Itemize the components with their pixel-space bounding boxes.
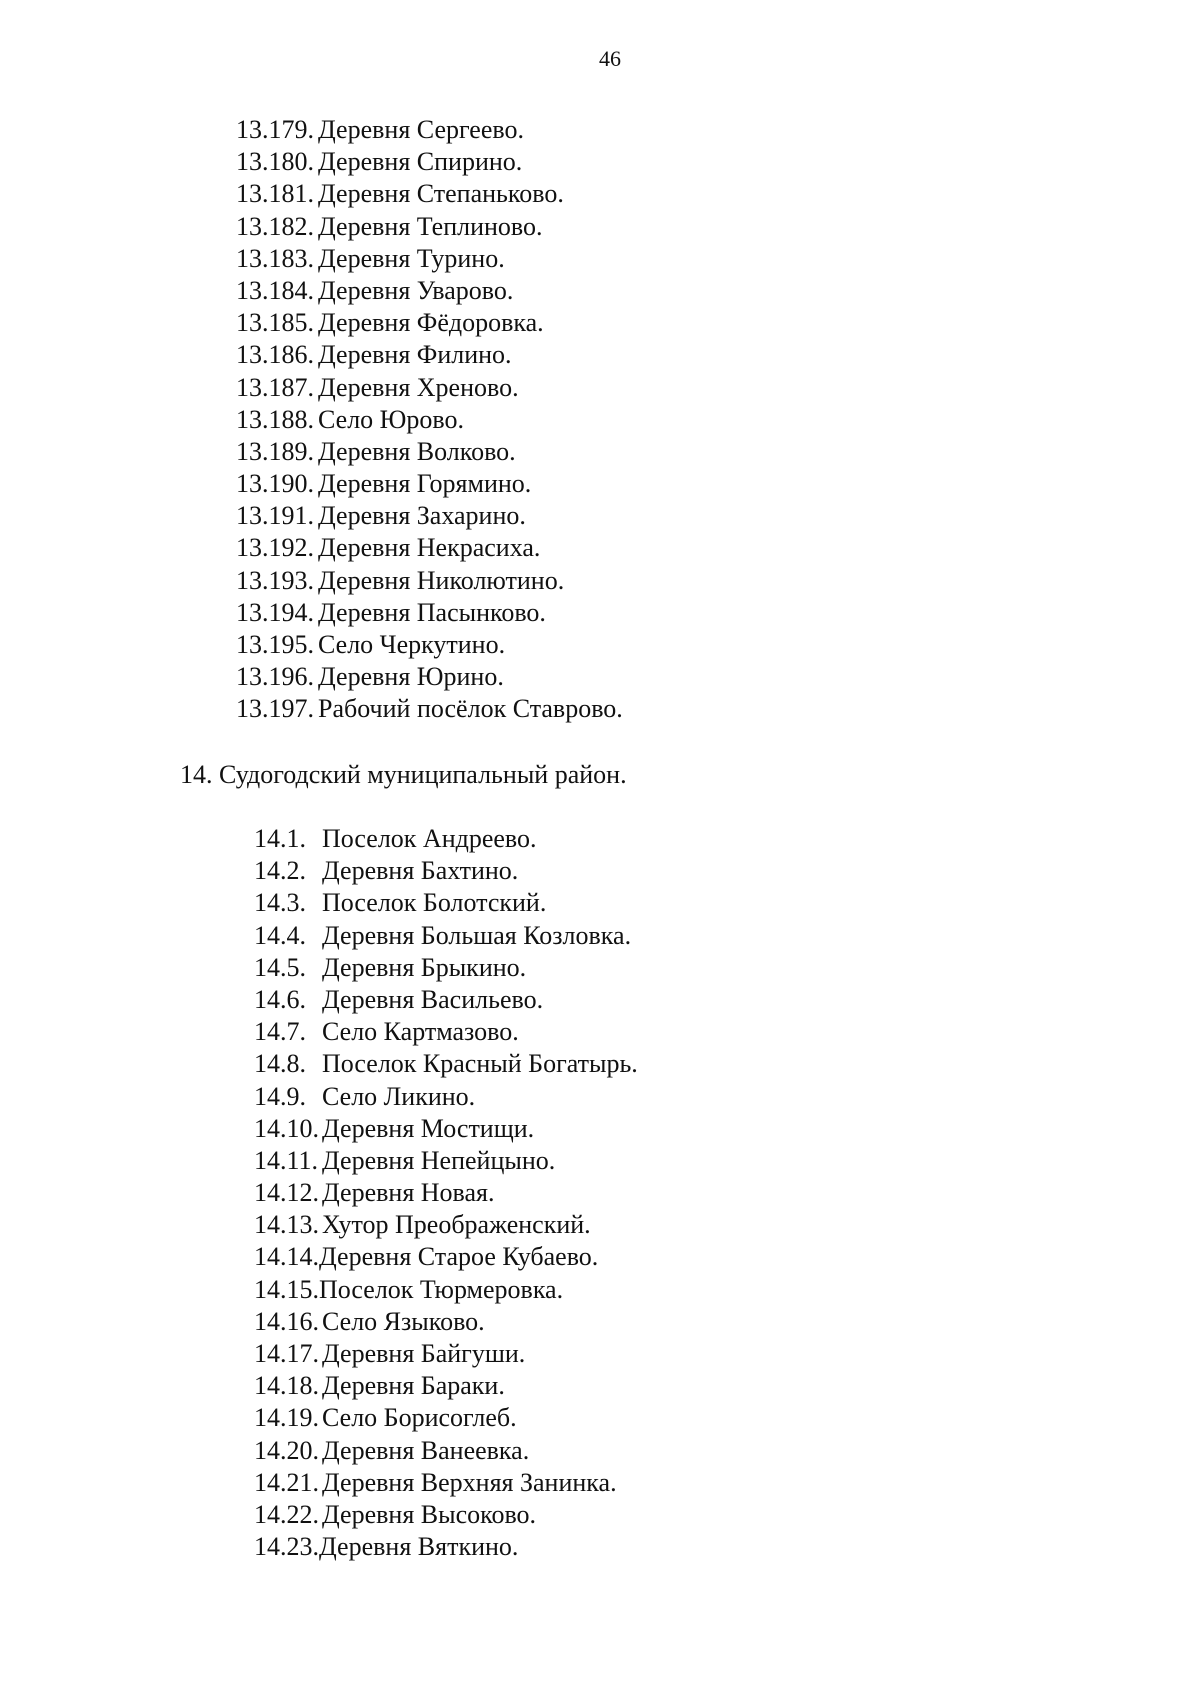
item-text: Деревня Филино. <box>318 340 512 370</box>
item-number: 14.8. <box>254 1049 306 1079</box>
item-text: Деревня Старое Кубаево. <box>319 1242 599 1272</box>
item-text: Деревня Сергеево. <box>318 115 524 144</box>
item-number: 13.196. <box>236 662 314 692</box>
item-text: Деревня Бахтино. <box>322 856 519 886</box>
item-number: 13.182. <box>236 211 314 241</box>
list-item <box>236 436 623 468</box>
item-number: 14.15. <box>254 1274 319 1304</box>
list-item <box>254 1435 638 1467</box>
item-text: Село Языково. <box>322 1306 485 1336</box>
list-item <box>236 243 623 275</box>
item-number: 13.189. <box>236 436 314 466</box>
item-number: 13.186. <box>236 340 314 370</box>
item-text: Деревня Уварово. <box>318 275 514 305</box>
item-text: Деревня Вяткино. <box>319 1532 519 1562</box>
list-item <box>236 404 623 436</box>
item-number: 14.13. <box>254 1210 319 1240</box>
list-item <box>236 661 623 693</box>
item-number: 13.180. <box>236 147 314 177</box>
item-text: Деревня Ванеевка. <box>322 1435 530 1465</box>
item-text: Деревня Новая. <box>322 1178 495 1208</box>
item-number: 13.197. <box>236 694 314 724</box>
item-text: Деревня Горямино. <box>318 469 532 499</box>
list-item <box>254 1467 638 1499</box>
item-text: Село Юрово. <box>318 404 464 434</box>
item-text: Деревня Непейцыно. <box>322 1145 556 1175</box>
item-text: Село Ликино. <box>322 1081 476 1111</box>
list-item <box>236 178 623 210</box>
list-item <box>254 1048 638 1080</box>
item-number: 14.16. <box>254 1306 319 1336</box>
list-item <box>254 1274 638 1306</box>
list-item <box>254 1370 638 1402</box>
item-number: 14.21. <box>254 1467 319 1497</box>
item-text: Поселок Красный Богатырь. <box>322 1049 638 1079</box>
list-item <box>254 1338 638 1370</box>
item-text: Деревня Турино. <box>318 243 505 273</box>
item-number: 14.9. <box>254 1081 306 1111</box>
item-text: Деревня Верхняя Занинка. <box>322 1467 617 1497</box>
list-item <box>254 823 638 855</box>
item-number: 13.181. <box>236 179 314 209</box>
item-number: 14.6. <box>254 984 306 1014</box>
item-number: 13.195. <box>236 630 314 659</box>
item-text: Село Картмазово. <box>322 1017 519 1047</box>
list-item <box>254 1402 638 1434</box>
item-number: 14.4. <box>254 920 306 950</box>
list-item <box>236 307 623 339</box>
list-item <box>254 1145 638 1177</box>
item-number: 14.17. <box>254 1339 319 1368</box>
item-number: 14.10. <box>254 1113 319 1143</box>
item-text: Деревня Брыкино. <box>322 952 527 982</box>
list-item <box>254 1177 638 1209</box>
list-item <box>254 1113 638 1145</box>
item-text: Деревня Пасынково. <box>318 597 546 627</box>
item-text: Поселок Тюрмеровка. <box>319 1274 564 1304</box>
item-number: 14.22. <box>254 1499 319 1529</box>
item-text: Деревня Большая Козловка. <box>322 920 632 950</box>
item-number: 14.11. <box>254 1145 319 1175</box>
list-item <box>236 114 623 146</box>
item-text: Деревня Высоково. <box>322 1499 537 1529</box>
item-text: Деревня Фёдоровка. <box>318 308 544 338</box>
list-item <box>254 1081 638 1113</box>
list-item <box>254 1306 638 1338</box>
item-number: 14.3. <box>254 888 306 918</box>
item-text: Деревня Степаньково. <box>318 179 564 209</box>
section-14-list <box>254 823 638 1563</box>
item-number: 13.187. <box>236 372 314 402</box>
list-item <box>254 1241 638 1273</box>
item-number: 14.1. <box>254 824 306 853</box>
item-number: 14.14. <box>254 1242 319 1272</box>
list-item <box>236 211 623 243</box>
list-item <box>236 468 623 500</box>
section-13-list <box>236 114 623 726</box>
list-item <box>254 952 638 984</box>
list-item <box>236 532 623 564</box>
item-text: Хутор Преображенский. <box>322 1210 591 1240</box>
list-item <box>236 629 623 661</box>
item-number: 13.191. <box>236 501 314 531</box>
list-item <box>254 855 638 887</box>
item-text: Деревня Байгуши. <box>322 1339 526 1368</box>
item-text: Деревня Хреново. <box>318 372 519 402</box>
list-item <box>236 597 623 629</box>
item-text: Деревня Юрино. <box>318 662 504 692</box>
list-item <box>254 920 638 952</box>
list-item <box>254 887 638 919</box>
list-item <box>236 565 623 597</box>
item-number: 14.23. <box>254 1532 319 1562</box>
item-number: 14.19. <box>254 1403 319 1433</box>
item-text: Поселок Андреево. <box>322 824 537 853</box>
list-item <box>254 1016 638 1048</box>
list-item <box>236 693 623 725</box>
list-item <box>236 500 623 532</box>
list-item <box>254 984 638 1016</box>
item-text: Деревня Спирино. <box>318 147 523 177</box>
item-number: 14.20. <box>254 1435 319 1465</box>
item-text: Деревня Николютино. <box>318 565 565 595</box>
item-text: Рабочий посёлок Ставрово. <box>318 694 623 724</box>
item-text: Деревня Волково. <box>318 436 516 466</box>
item-text: Село Черкутино. <box>318 630 506 659</box>
list-item <box>254 1499 638 1531</box>
list-item <box>236 275 623 307</box>
item-number: 13.190. <box>236 469 314 499</box>
list-item <box>236 372 623 404</box>
item-number: 13.183. <box>236 243 314 273</box>
item-number: 14.2. <box>254 856 306 886</box>
item-text: Деревня Некрасиха. <box>318 533 541 563</box>
item-number: 13.185. <box>236 308 314 338</box>
item-number: 13.194. <box>236 597 314 627</box>
item-text: Деревня Захарино. <box>318 501 526 531</box>
item-number: 13.193. <box>236 565 314 595</box>
item-text: Деревня Теплиново. <box>318 211 543 241</box>
item-number: 14.18. <box>254 1371 319 1401</box>
item-text: Поселок Болотский. <box>322 888 547 918</box>
item-number: 13.179. <box>236 115 314 144</box>
page-number: 46 <box>599 46 621 71</box>
item-number: 13.184. <box>236 275 314 305</box>
item-number: 14.5. <box>254 952 306 982</box>
list-item <box>254 1531 638 1563</box>
list-item <box>236 339 623 371</box>
item-text: Село Борисоглеб. <box>322 1403 517 1433</box>
list-item <box>236 146 623 178</box>
list-item <box>254 1209 638 1241</box>
item-number: 13.192. <box>236 533 314 563</box>
item-number: 14.12. <box>254 1178 319 1208</box>
item-number: 13.188. <box>236 404 314 434</box>
item-number: 14.7. <box>254 1017 306 1047</box>
item-text: Деревня Мостищи. <box>322 1113 535 1143</box>
item-text: Деревня Васильево. <box>322 984 544 1014</box>
item-text: Деревня Бараки. <box>322 1371 505 1401</box>
section-14-heading: 14. Судогодский муниципальный район. <box>180 760 627 789</box>
